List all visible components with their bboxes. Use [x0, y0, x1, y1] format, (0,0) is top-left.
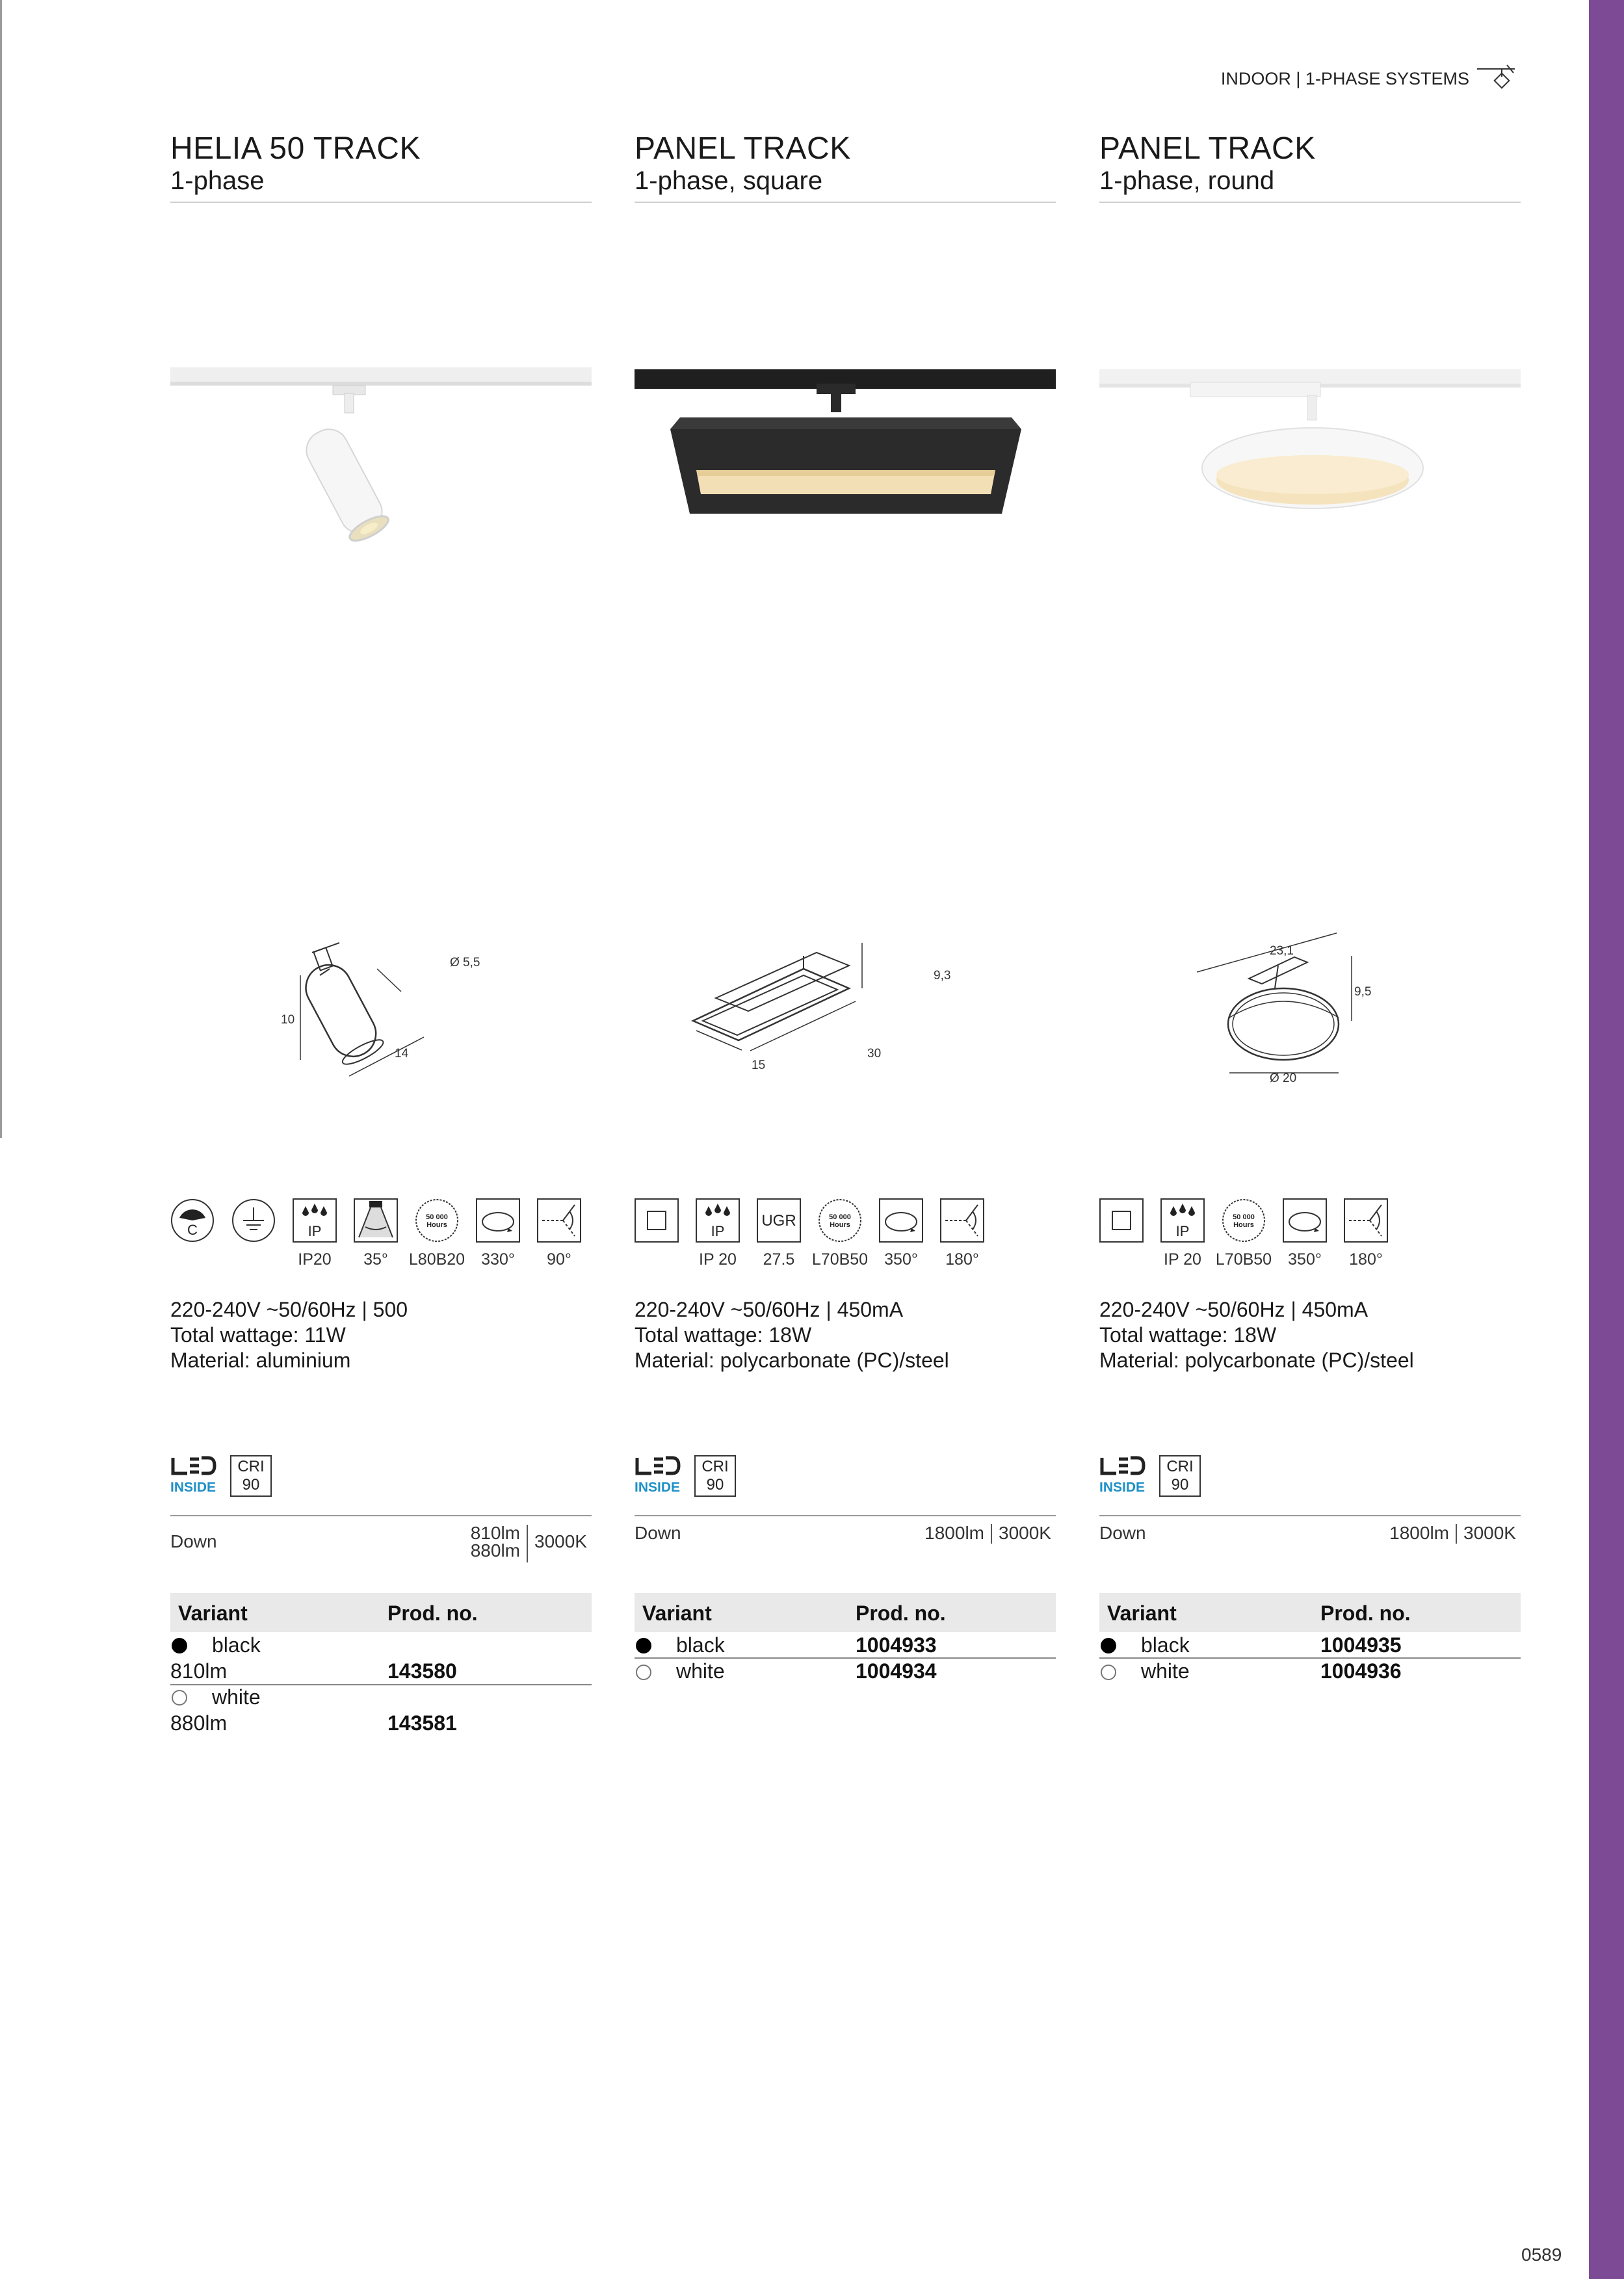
rotation-icon: [476, 1198, 520, 1243]
cri-value: 90: [242, 1476, 260, 1494]
dimension-width: 23,1: [1270, 944, 1294, 958]
svg-text:50 000: 50 000: [1233, 1213, 1255, 1221]
icon-caption-tilt: 180°: [1349, 1250, 1383, 1269]
led-inside-text: INSIDE: [170, 1480, 216, 1495]
color-swatch-white: [636, 1665, 651, 1680]
color-swatch-white: [172, 1690, 187, 1706]
title-divider: [1099, 202, 1521, 203]
dimension-height: 10: [281, 1013, 295, 1027]
svg-text:50 000: 50 000: [829, 1213, 851, 1221]
dimension-height: 9,3: [934, 969, 951, 982]
beam-angle-icon: [354, 1198, 398, 1243]
spec-block: [1099, 1297, 1414, 1373]
icon-caption-ip: IP 20: [1164, 1250, 1201, 1269]
color-temperature: 3000K: [999, 1523, 1051, 1543]
light-divider: [635, 1515, 1056, 1516]
product-title: PANEL TRACK: [1099, 131, 1316, 166]
svg-text:IP: IP: [711, 1223, 725, 1239]
icon-caption-tilt: 180°: [945, 1250, 979, 1269]
icon-caption-rotation: 350°: [1288, 1250, 1322, 1269]
cri-label: CRI: [237, 1458, 265, 1475]
lifetime-icon: [818, 1198, 862, 1243]
variant-column-header: Variant: [178, 1601, 248, 1625]
value-separator: [1456, 1524, 1457, 1544]
svg-text:IP: IP: [308, 1223, 322, 1239]
class-ii-icon: [1099, 1198, 1144, 1243]
table-row-divider: [635, 1657, 1056, 1659]
section-header: INDOOR | 1-PHASE SYSTEMS: [1220, 69, 1469, 88]
ugr-icon: [757, 1198, 801, 1243]
lifetime-icon: [1222, 1198, 1266, 1243]
dimmable-c-icon: [170, 1198, 215, 1243]
product-column-panel-square: [635, 0, 1056, 2279]
color-temperature: 3000K: [534, 1531, 587, 1551]
spec-voltage: 220-240V ~50/60Hz | 450mA: [1099, 1298, 1369, 1321]
title-divider: [170, 202, 592, 203]
lumen-values: [1389, 1524, 1449, 1542]
lumen-values: [924, 1524, 984, 1542]
variant-table-header: [635, 1593, 1056, 1632]
spec-material: Material: polycarbonate (PC)/steel: [1099, 1349, 1414, 1372]
dimension-width: 15: [752, 1059, 766, 1072]
product-number: 1004933: [856, 1633, 937, 1657]
variant-name: white: [1141, 1659, 1190, 1683]
dimension-height: 9,5: [1354, 985, 1372, 999]
feature-icon-row: [1099, 1198, 1521, 1270]
tilt-icon: [537, 1198, 581, 1243]
svg-text:C: C: [187, 1222, 198, 1238]
icon-caption-beam: 35°: [363, 1250, 388, 1269]
product-subtitle: 1-phase, round: [1099, 166, 1275, 195]
variant-name: black: [676, 1633, 725, 1657]
light-divider: [170, 1515, 592, 1516]
light-divider: [1099, 1515, 1521, 1516]
variant-column-header: Variant: [1107, 1601, 1177, 1625]
icon-caption-lifetime: L70B50: [1215, 1250, 1272, 1269]
cri-label: CRI: [701, 1458, 729, 1475]
icon-caption-rotation: 330°: [481, 1250, 515, 1269]
led-inside-logo: [1099, 1454, 1146, 1495]
feature-icon-row: [170, 1198, 592, 1270]
page-edge-line: [0, 0, 2, 1138]
dimension-diameter: Ø 20: [1270, 1072, 1297, 1085]
spec-wattage: Total wattage: 11W: [170, 1323, 346, 1347]
color-swatch-black: [172, 1638, 187, 1653]
icon-caption-lifetime: L70B50: [811, 1250, 869, 1269]
icon-caption-rotation: 350°: [884, 1250, 918, 1269]
ugr-label: UGR: [761, 1212, 796, 1230]
feature-icon-row: [635, 1198, 1056, 1270]
color-temperature: 3000K: [1463, 1523, 1516, 1543]
product-number: 1004936: [1320, 1659, 1402, 1683]
color-swatch-black: [636, 1638, 651, 1653]
svg-text:Hours: Hours: [1233, 1221, 1254, 1229]
led-inside-logo: [635, 1454, 681, 1495]
variant-lumen: 810lm: [170, 1659, 228, 1683]
product-photo: [1099, 364, 1521, 579]
color-swatch-black: [1101, 1638, 1116, 1653]
spec-material: Material: polycarbonate (PC)/steel: [635, 1349, 949, 1372]
variant-table-header: [1099, 1593, 1521, 1632]
icon-caption-ugr: 27.5: [763, 1250, 795, 1269]
light-direction: Down: [170, 1531, 217, 1551]
product-subtitle: 1-phase, square: [635, 166, 823, 195]
variant-name: white: [676, 1659, 725, 1683]
product-photo: [635, 364, 1056, 579]
table-row-divider: [1099, 1657, 1521, 1659]
value-separator: [527, 1525, 528, 1562]
cri-value: 90: [1171, 1476, 1189, 1494]
ip-icon: [293, 1198, 337, 1243]
dimension-length: 30: [867, 1047, 882, 1060]
lumen-value: 1800lm: [1389, 1523, 1449, 1543]
product-title: PANEL TRACK: [635, 131, 851, 166]
lumen-value: 810lm: [470, 1523, 520, 1543]
spec-wattage: Total wattage: 18W: [635, 1323, 812, 1347]
cri-badge: [1159, 1455, 1201, 1497]
product-photo: [170, 364, 592, 579]
product-number: 143580: [387, 1659, 457, 1683]
spec-block: [635, 1297, 949, 1373]
product-title: HELIA 50 TRACK: [170, 131, 421, 166]
svg-text:Hours: Hours: [426, 1221, 447, 1229]
tilt-icon: [940, 1198, 984, 1243]
icon-caption-ip: IP 20: [699, 1250, 737, 1269]
variant-table-header: [170, 1593, 592, 1632]
page-number: 0589: [1521, 2245, 1562, 2265]
dimension-diameter: Ø 5,5: [450, 956, 480, 969]
ip-icon: [696, 1198, 740, 1243]
rotation-icon: [1283, 1198, 1327, 1243]
product-number: 1004934: [856, 1659, 937, 1683]
product-column-helia: [170, 0, 592, 2279]
svg-text:IP: IP: [1175, 1223, 1190, 1239]
prodno-column-header: Prod. no.: [387, 1601, 478, 1625]
cri-badge: [230, 1455, 272, 1497]
title-divider: [635, 202, 1056, 203]
icon-caption-ip: IP20: [298, 1250, 332, 1269]
product-number: 143581: [387, 1711, 457, 1735]
light-direction: Down: [635, 1523, 681, 1543]
led-inside-logo: [170, 1454, 217, 1495]
value-separator: [991, 1524, 992, 1544]
svg-text:Hours: Hours: [830, 1221, 850, 1229]
prodno-column-header: Prod. no.: [1320, 1601, 1411, 1625]
spec-material: Material: aluminium: [170, 1349, 351, 1372]
spec-voltage: 220-240V ~50/60Hz | 450mA: [635, 1298, 904, 1321]
class-ii-icon: [635, 1198, 679, 1243]
spec-wattage: Total wattage: 18W: [1099, 1323, 1277, 1347]
icon-caption-lifetime: L80B20: [408, 1250, 465, 1269]
cri-value: 90: [706, 1476, 724, 1494]
lifetime-icon: [415, 1198, 459, 1243]
product-number: 1004935: [1320, 1633, 1402, 1657]
product-column-panel-round: [1099, 0, 1521, 2279]
dimension-drawing: [1099, 917, 1521, 1092]
variant-name: black: [212, 1633, 261, 1657]
lumen-value: 880lm: [470, 1540, 520, 1561]
lumen-value: 1800lm: [924, 1523, 984, 1543]
prodno-column-header: Prod. no.: [856, 1601, 946, 1625]
variant-name: white: [212, 1685, 261, 1709]
icon-caption-tilt: 90°: [547, 1250, 571, 1269]
dimension-length: 14: [395, 1047, 409, 1060]
dimension-drawing: [635, 917, 1056, 1092]
spec-voltage: 220-240V ~50/60Hz | 500: [170, 1298, 408, 1321]
ip-icon: [1160, 1198, 1205, 1243]
variant-name: black: [1141, 1633, 1190, 1657]
cri-badge: [694, 1455, 736, 1497]
spec-block: [170, 1297, 408, 1373]
led-inside-text: INSIDE: [1099, 1480, 1146, 1495]
variant-lumen: 880lm: [170, 1711, 228, 1735]
color-swatch-white: [1101, 1665, 1116, 1680]
cri-label: CRI: [1166, 1458, 1194, 1475]
rotation-icon: [879, 1198, 923, 1243]
svg-text:50 000: 50 000: [426, 1213, 448, 1221]
variant-column-header: Variant: [642, 1601, 712, 1625]
product-subtitle: 1-phase: [170, 166, 265, 195]
chapter-side-bar: [1589, 0, 1624, 2279]
light-direction: Down: [1099, 1523, 1146, 1543]
dimension-drawing: [170, 917, 592, 1092]
lumen-values: [471, 1524, 520, 1559]
tilt-icon: [1344, 1198, 1388, 1243]
led-inside-text: INSIDE: [635, 1480, 681, 1495]
earth-icon: [231, 1198, 276, 1243]
